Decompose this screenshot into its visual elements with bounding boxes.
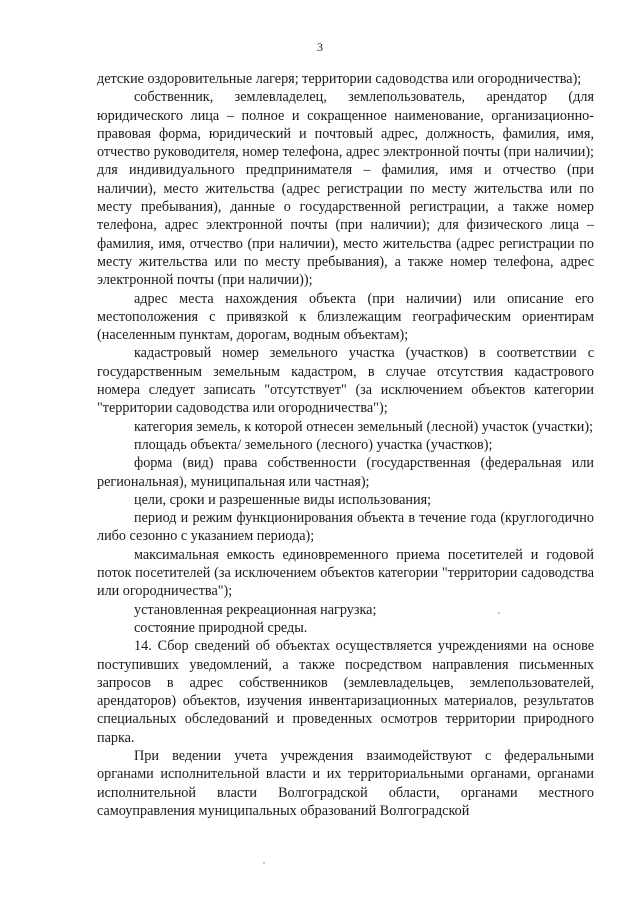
paragraph: установленная рекреационная нагрузка; bbox=[134, 601, 377, 618]
paragraph: При ведении учета учреждения взаимодействуют с федеральными органами исполнительной власти и их территориальными органами, органами исполнительной власти Волгоградской области, органами местного самоуправления муниципальных образований Волгоградской bbox=[97, 747, 594, 819]
page-number: 3 bbox=[317, 40, 323, 54]
paragraph: форма (вид) права собственности (государственная (федеральная или региональная), муниципальная или частная); bbox=[97, 455, 594, 490]
paragraph: состояние природной среды. bbox=[134, 619, 308, 636]
paragraph: период и режим функционирования объекта в течение года (круглогодично либо сезонно с указанием периода); bbox=[97, 510, 594, 545]
scan-speck bbox=[498, 612, 500, 614]
paragraph: собственник, землевладелец, землепользователь, арендатор (для юридического лица – полное и сокращенное наименование, организационно-правовая форма, юридический и почтовый адрес, должность, фамилия, имя, отчество руководителя, номер телефона, адрес электронной почты (при наличии); для индивидуального предпринимателя – фамилия, имя и отчество (при наличии), место жительства (адрес регистрации по месту жительства или по месту пребывания), данные о государственной регистрации, а также номер телефона, адрес электронной почты (при наличии); для физического лица – фамилия, имя, отчество (при наличии), место жительства (адрес регистрации по месту жительства или по месту пребывания), а также номер телефона, адрес электронной почты (при наличии)); bbox=[97, 89, 594, 289]
paragraph: 14. Сбор сведений об объектах осуществляется учреждениями на основе поступивших уведомлений, а также посредством направления письменных запросов в адрес собственников (землевладельцев, землепользователей, арендаторов) объектов, изучения инвентаризационных материалов, результатов специальных обследований и проведенных осмотров территории природного парка. bbox=[97, 638, 594, 746]
paragraph: категория земель, к которой отнесен земельный (лесной) участок (участки); bbox=[134, 418, 594, 435]
paragraph: адрес места нахождения объекта (при наличии) или описание его местоположения с привязкой к близлежащим географическим ориентирам (населенным пунктам, дорогам, водным объектам); bbox=[97, 290, 594, 344]
paragraph: детские оздоровительные лагеря; территории садоводства или огородничества); bbox=[97, 71, 582, 87]
document-body bbox=[97, 70, 594, 820]
paragraph: площадь объекта/ земельного (лесного) участка (участков); bbox=[134, 436, 493, 453]
paragraph: цели, сроки и разрешенные виды использования; bbox=[134, 491, 432, 508]
paragraph: максимальная емкость единовременного приема посетителей и годовой поток посетителей (за исключением объектов категории "территории садоводства или огородничества"); bbox=[97, 546, 594, 600]
paragraph: кадастровый номер земельного участка (участков) в соответствии с государственным земельным кадастром, в случае отсутствия кадастрового номера следует записать "отсутствует" (за исключением объектов категории "территории садоводства или огородничества"); bbox=[97, 345, 594, 417]
scan-speck bbox=[263, 862, 265, 864]
